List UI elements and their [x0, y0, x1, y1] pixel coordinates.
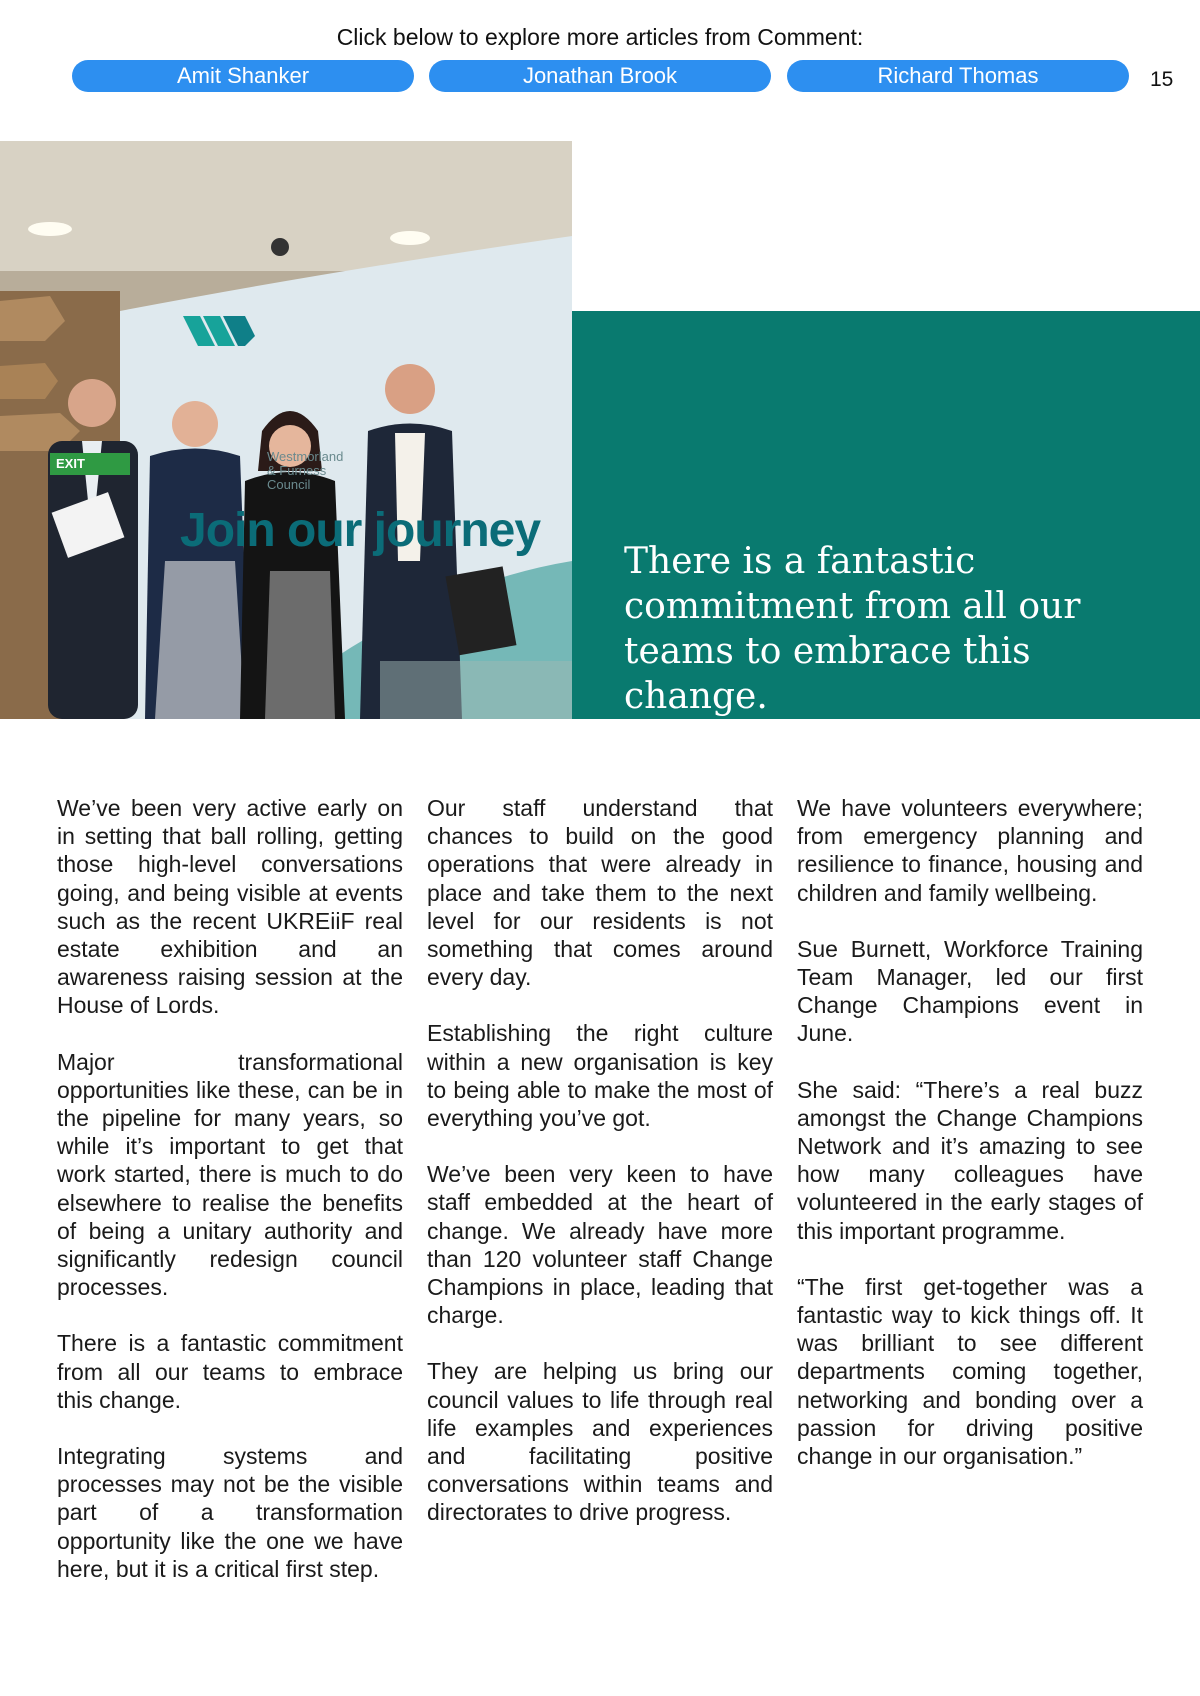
- paragraph: Major transformational opportunities like these, can be in the pipeline for many years, so while it’s important to get that work started, there is much to do elsewhere to realise the benefits of being a unitary authority and significantly redesign council processes.: [57, 1048, 403, 1301]
- article-link-amit-shanker[interactable]: Amit Shanker: [72, 60, 414, 92]
- paragraph: There is a fantastic commitment from all our teams to embrace this change.: [57, 1330, 403, 1413]
- council-logo-text: Westmorland & Furness Council: [267, 449, 344, 492]
- explore-prompt: Click below to explore more articles from Comment:: [336, 24, 864, 50]
- paragraph: Our staff understand that chances to build on the good operations that were already in place and take them to the next level for our residents is not something that comes around every day.: [427, 795, 773, 991]
- paragraph: We have volunteers everywhere; from emergency planning and resilience to finance, housing and children and family wellbeing.: [797, 795, 1143, 906]
- page-number: 15: [1150, 68, 1174, 91]
- paragraph: “The first get-together was a fantastic way to kick things off. It was brilliant to see different departments coming together, networking and bonding over a passion for driving positive change in our organisation.”: [797, 1273, 1143, 1470]
- paragraph: Integrating systems and processes may not be the visible part of a transformation opportunity like the one we have here, but it is a critical first step.: [57, 1443, 403, 1582]
- paragraph: We’ve been very keen to have staff embedded at the heart of change. We already have more than 120 volunteer staff Change Champions in place, leading that charge.: [427, 1161, 773, 1329]
- text-column-3: [797, 794, 1143, 1498]
- article-link-jonathan-brook[interactable]: Jonathan Brook: [429, 60, 771, 92]
- exit-sign: EXIT: [50, 453, 130, 475]
- paragraph: She said: “There’s a real buzz amongst the Change Champions Network and it’s amazing to see how many colleagues have volunteered in the early stages of this important programme.: [797, 1076, 1143, 1244]
- text-column-2: [427, 794, 773, 1555]
- paragraph: Establishing the right culture within a new organisation is key to being able to make the most of everything you’ve got.: [427, 1020, 773, 1132]
- text-column-1: [57, 794, 403, 1611]
- paragraph: We’ve been very active early on in setting that ball rolling, getting those high-level conversations going, and being visible at events such as the recent UKREiiF real estate exhibition and an awareness raising session at the House of Lords.: [57, 795, 403, 1019]
- paragraph: They are helping us bring our council values to life through real life examples and experiences and facilitating positive conversations within teams and directorates to drive progress.: [427, 1358, 773, 1526]
- pull-quote-panel: [572, 311, 1200, 719]
- article-link-richard-thomas[interactable]: Richard Thomas: [787, 60, 1129, 92]
- event-photo: [0, 141, 572, 719]
- banner-headline: Join our journey: [180, 504, 541, 557]
- pull-quote: There is a fantastic commitment from all our teams to embrace this change.: [624, 541, 1081, 717]
- paragraph: Sue Burnett, Workforce Training Team Manager, led our first Change Champions event in June.: [797, 935, 1143, 1047]
- event-photo-illustration: [0, 141, 572, 719]
